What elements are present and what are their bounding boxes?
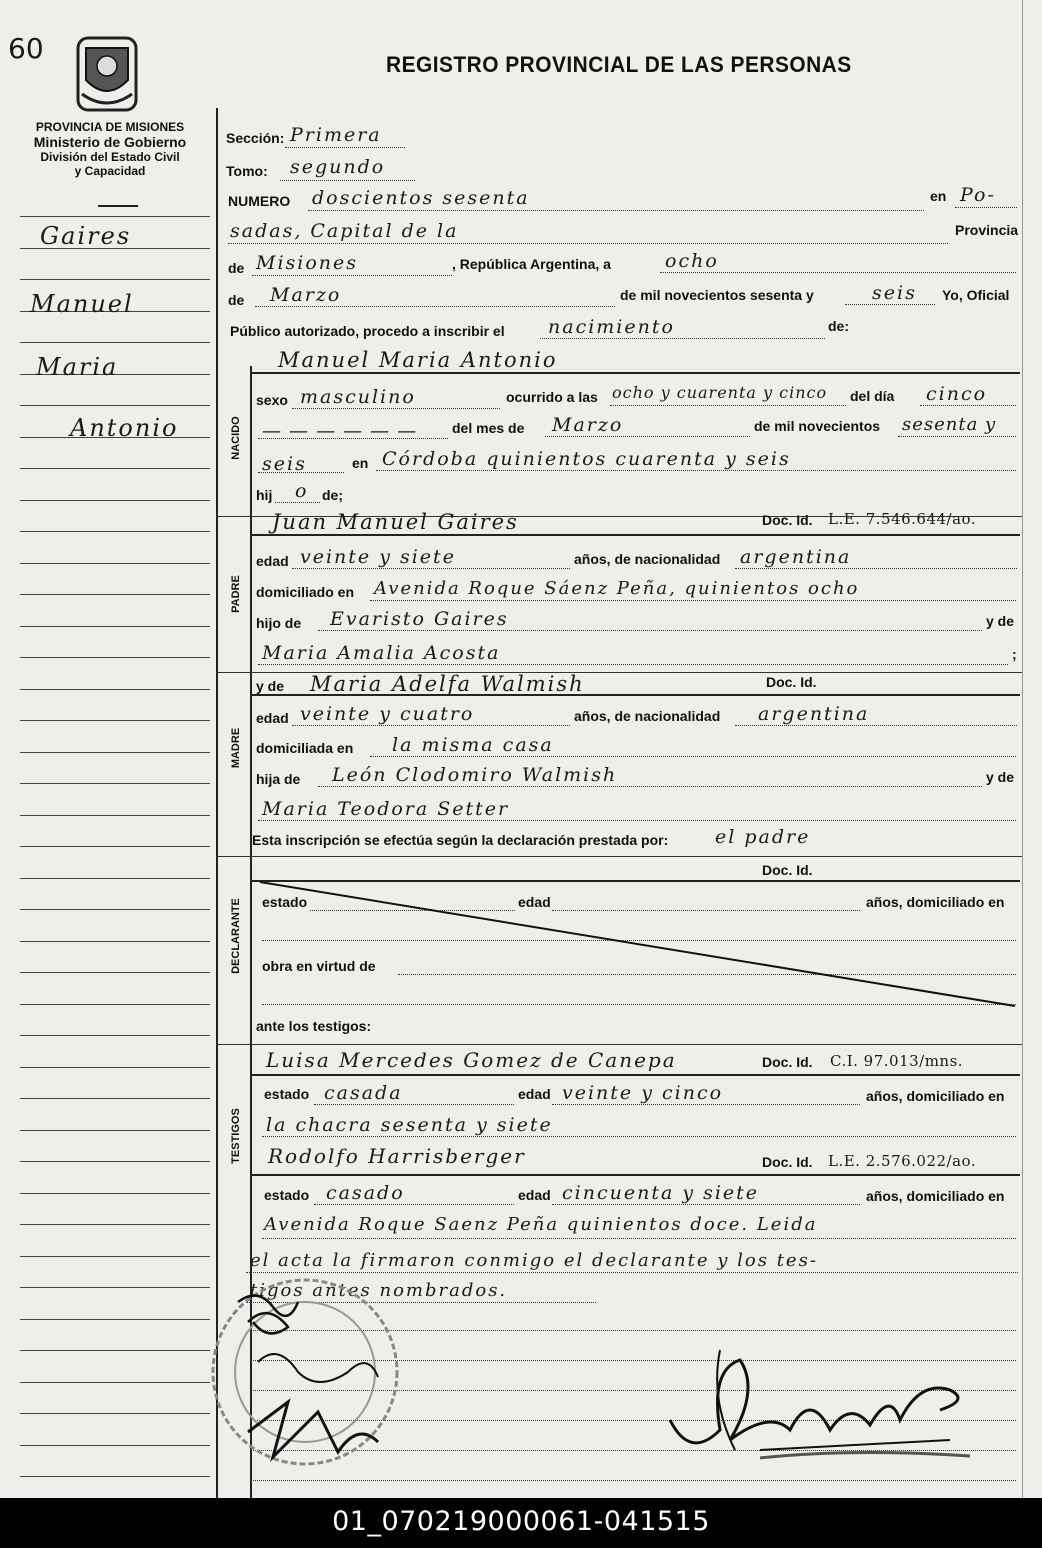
margin-rule-line bbox=[20, 279, 210, 280]
en-city-1: Po- bbox=[960, 184, 996, 206]
scan-identifier: 01_070219000061-041515 bbox=[0, 1498, 1042, 1548]
margin-rule-line bbox=[20, 342, 210, 343]
padre-edad-label: edad bbox=[256, 553, 289, 569]
hij-label: hij bbox=[256, 487, 273, 503]
acto-value: nacimiento bbox=[548, 316, 675, 338]
declarante-anos-label: años, domiciliado en bbox=[866, 894, 1005, 910]
padre-nac-value: argentina bbox=[740, 546, 852, 568]
declarante-value: el padre bbox=[715, 826, 811, 848]
margin-rule-line bbox=[20, 972, 210, 973]
de-label-2: de bbox=[228, 292, 245, 308]
t1-doc-value: C.I. 97.013/mns. bbox=[830, 1052, 964, 1070]
margin-rule-line bbox=[20, 1161, 210, 1162]
t2-estado-value: casado bbox=[326, 1182, 405, 1204]
numero-label: NUMERO bbox=[228, 193, 291, 209]
dia-nac-value: cinco bbox=[926, 383, 988, 405]
t2-doc-value: L.E. 2.576.022/ao. bbox=[828, 1152, 977, 1170]
madre-hija-label: hija de bbox=[256, 771, 301, 787]
madre-dom-label: domiciliada en bbox=[256, 740, 354, 756]
margin-rule-line bbox=[20, 846, 210, 847]
padre-nac-label: años, de nacionalidad bbox=[574, 551, 721, 567]
margin-rule-line bbox=[20, 468, 210, 469]
anio-nac-2: seis bbox=[262, 453, 307, 475]
t1-estado-label: estado bbox=[264, 1086, 310, 1102]
margin-rule-line bbox=[20, 752, 210, 753]
hij-suffix: o bbox=[295, 480, 309, 502]
margin-rule-line bbox=[20, 1004, 210, 1005]
witness-signature-icon bbox=[228, 1282, 398, 1472]
tomo-label: Tomo: bbox=[226, 163, 268, 179]
margin-name-2: Maria bbox=[36, 353, 119, 381]
org-province: PROVINCIA DE MISIONES bbox=[35, 120, 185, 134]
margin-rule-line bbox=[20, 815, 210, 816]
madre-edad-label: edad bbox=[256, 710, 289, 726]
document-title: REGISTRO PROVINCIAL DE LAS PERSONAS bbox=[386, 52, 852, 77]
margin-rule-line bbox=[20, 1350, 210, 1351]
margin-rule-line bbox=[20, 657, 210, 658]
en-nac-label: en bbox=[352, 455, 369, 471]
t1-dom-value: la chacra sesenta y siete bbox=[266, 1114, 553, 1136]
margin-rule-line bbox=[20, 909, 210, 910]
t2-estado-label: estado bbox=[264, 1187, 310, 1203]
margin-rule-line bbox=[20, 1476, 210, 1477]
nombre-nacido: Manuel Maria Antonio bbox=[278, 348, 558, 372]
madre-yde2-label: y de bbox=[986, 769, 1015, 785]
t2-dom-value: Avenida Roque Saenz Peña quinientos doce. Leida bbox=[264, 1214, 818, 1235]
mes-nac-value: Marzo bbox=[552, 414, 624, 436]
margin-rule-line bbox=[20, 941, 210, 942]
padre-dom-label: domiciliado en bbox=[256, 584, 355, 600]
del-mes-label: del mes de bbox=[452, 420, 525, 436]
madre-nombre: Maria Adelfa Walmish bbox=[310, 672, 585, 696]
ocurrido-label: ocurrido a las bbox=[506, 389, 598, 405]
t2-edad-value: cincuenta y siete bbox=[562, 1182, 760, 1204]
declarante-edad-label: edad bbox=[518, 894, 551, 910]
mil-nov2-label: de mil novecientos bbox=[754, 418, 881, 434]
numero-value: doscientos sesenta bbox=[312, 187, 530, 209]
ante-testigos-label: ante los testigos: bbox=[256, 1018, 372, 1034]
padre-nombre: Juan Manuel Gaires bbox=[272, 510, 519, 534]
t1-estado-value: casada bbox=[324, 1082, 403, 1104]
t2-nombre: Rodolfo Harrisberger bbox=[268, 1144, 526, 1168]
tomo-value: segundo bbox=[290, 156, 386, 178]
declarante-estado-label: estado bbox=[262, 894, 308, 910]
margin-name-1: Manuel bbox=[30, 290, 134, 318]
margin-rule-line bbox=[20, 216, 210, 217]
del-dia-label: del día bbox=[850, 388, 895, 404]
seccion-value: Primera bbox=[290, 124, 382, 146]
de-label-1: de bbox=[228, 260, 245, 276]
mes-value: Marzo bbox=[270, 284, 342, 306]
declarante-side-label: DECLARANTE bbox=[230, 898, 242, 974]
madre-side-label: MADRE bbox=[230, 727, 242, 769]
padre-edad-value: veinte y siete bbox=[300, 546, 456, 568]
padre-madre-value: Maria Amalia Acosta bbox=[262, 642, 501, 664]
anio-value: seis bbox=[872, 282, 917, 304]
en-label: en bbox=[930, 188, 947, 204]
margin-rule-line bbox=[20, 878, 210, 879]
lugar-nac-value: Córdoba quinientos cuarenta y seis bbox=[382, 448, 791, 470]
margin-rule-line bbox=[20, 594, 210, 595]
madre-nac-label: años, de nacionalidad bbox=[574, 708, 721, 724]
madre-dom-value: la misma casa bbox=[392, 734, 554, 756]
padre-yde-label: y de bbox=[986, 613, 1015, 629]
t1-edad-label: edad bbox=[518, 1086, 551, 1102]
margin-rule-line bbox=[20, 500, 210, 501]
seccion-label: Sección: bbox=[226, 130, 285, 146]
signature-rule-line bbox=[250, 1480, 1016, 1481]
hora-value: ocho y cuarenta y cinco bbox=[612, 383, 828, 402]
margin-rule-line bbox=[20, 1130, 210, 1131]
margin-rule-line bbox=[20, 1256, 210, 1257]
madre-madre-value: Maria Teodora Setter bbox=[262, 798, 510, 820]
margin-rule-line bbox=[20, 626, 210, 627]
padre-semicolon: ; bbox=[1012, 646, 1017, 662]
padre-doc-label: Doc. Id. bbox=[762, 512, 813, 528]
madre-edad-value: veinte y cuatro bbox=[300, 703, 475, 725]
provincia-value: Misiones bbox=[256, 252, 359, 274]
org-ministry: Ministerio de Gobierno bbox=[33, 134, 187, 150]
t1-edad-value: veinte y cinco bbox=[562, 1082, 724, 1104]
closing-line-2: tigos antes nombrados. bbox=[250, 1280, 508, 1301]
margin-rule-line bbox=[20, 1035, 210, 1036]
de-colon-label: de: bbox=[828, 318, 849, 334]
republica-label: , República Argentina, a bbox=[452, 256, 611, 272]
padre-dom-value: Avenida Roque Sáenz Peña, quinientos ocho bbox=[374, 578, 860, 599]
margin-surname: Gaires bbox=[40, 222, 132, 250]
margin-rule-line bbox=[20, 1067, 210, 1068]
margin-rule-line bbox=[20, 1224, 210, 1225]
page-number: 60 bbox=[8, 32, 44, 65]
margin-rule-line bbox=[20, 1193, 210, 1194]
dia-value: ocho bbox=[665, 250, 719, 272]
madre-hija-value: León Clodomiro Walmish bbox=[332, 764, 618, 786]
obra-label: obra en virtud de bbox=[262, 958, 376, 974]
mil-nov-label: de mil novecientos sesenta y bbox=[620, 287, 814, 303]
en-city-2: sadas, Capital de la bbox=[230, 220, 459, 242]
t1-doc-label: Doc. Id. bbox=[762, 1054, 813, 1070]
margin-rule-line bbox=[20, 531, 210, 532]
org-capacity: y Capacidad bbox=[74, 164, 146, 178]
declaracion-label: Esta inscripción se efectúa según la declaración prestada por: bbox=[252, 832, 669, 848]
org-division: División del Estado Civil bbox=[40, 150, 180, 164]
official-signature-icon bbox=[650, 1330, 990, 1480]
madre-nac-value: argentina bbox=[758, 703, 870, 725]
testigos-side-label: TESTIGOS bbox=[230, 1108, 242, 1164]
padre-hijo-value: Evaristo Gaires bbox=[330, 608, 509, 630]
margin-rule-line bbox=[20, 1445, 210, 1446]
t2-anos-label: años, domiciliado en bbox=[866, 1188, 1005, 1204]
provincia-label: Provincia bbox=[955, 222, 1019, 238]
margin-rule-line bbox=[20, 720, 210, 721]
margin-rule-line bbox=[20, 1382, 210, 1383]
margin-rule-line bbox=[20, 783, 210, 784]
publico-label: Público autorizado, procedo a inscribir el bbox=[230, 323, 505, 339]
margin-rule-line bbox=[20, 689, 210, 690]
margin-name-3: Antonio bbox=[70, 414, 179, 442]
closing-line-1: el acta la firmaron conmigo el declarante y los tes- bbox=[250, 1250, 818, 1271]
dash-fill: — — — — — — bbox=[262, 420, 418, 442]
t1-nombre: Luisa Mercedes Gomez de Canepa bbox=[266, 1048, 677, 1072]
t2-doc-label: Doc. Id. bbox=[762, 1154, 813, 1170]
yo-oficial-label: Yo, Oficial bbox=[942, 287, 1010, 303]
margin-rule-line bbox=[20, 1413, 210, 1414]
de-semi-label: de; bbox=[322, 487, 343, 503]
provincial-seal-icon bbox=[72, 34, 142, 114]
t1-anos-label: años, domiciliado en bbox=[866, 1088, 1005, 1104]
org-block bbox=[10, 120, 210, 178]
declarante-doc-label: Doc. Id. bbox=[762, 862, 813, 878]
padre-side-label: PADRE bbox=[230, 575, 242, 613]
sexo-label: sexo bbox=[256, 392, 288, 408]
padre-hijo-label: hijo de bbox=[256, 615, 302, 631]
cancel-diagonal bbox=[255, 880, 1020, 1010]
margin-rule-line bbox=[20, 563, 210, 564]
nacido-side-label: NACIDO bbox=[230, 416, 242, 460]
madre-doc-label: Doc. Id. bbox=[766, 674, 817, 690]
margin-rule-line bbox=[20, 1287, 210, 1288]
margin-rule-line bbox=[20, 1098, 210, 1099]
margin-rule-line bbox=[20, 1319, 210, 1320]
padre-doc-value: L.E. 7.546.644/ao. bbox=[828, 510, 977, 528]
margin-rule-line bbox=[20, 405, 210, 406]
t2-edad-label: edad bbox=[518, 1187, 551, 1203]
madre-yde-label: y de bbox=[256, 678, 285, 694]
anio-nac-1: sesenta y bbox=[902, 414, 997, 435]
sexo-value: masculino bbox=[300, 386, 416, 408]
